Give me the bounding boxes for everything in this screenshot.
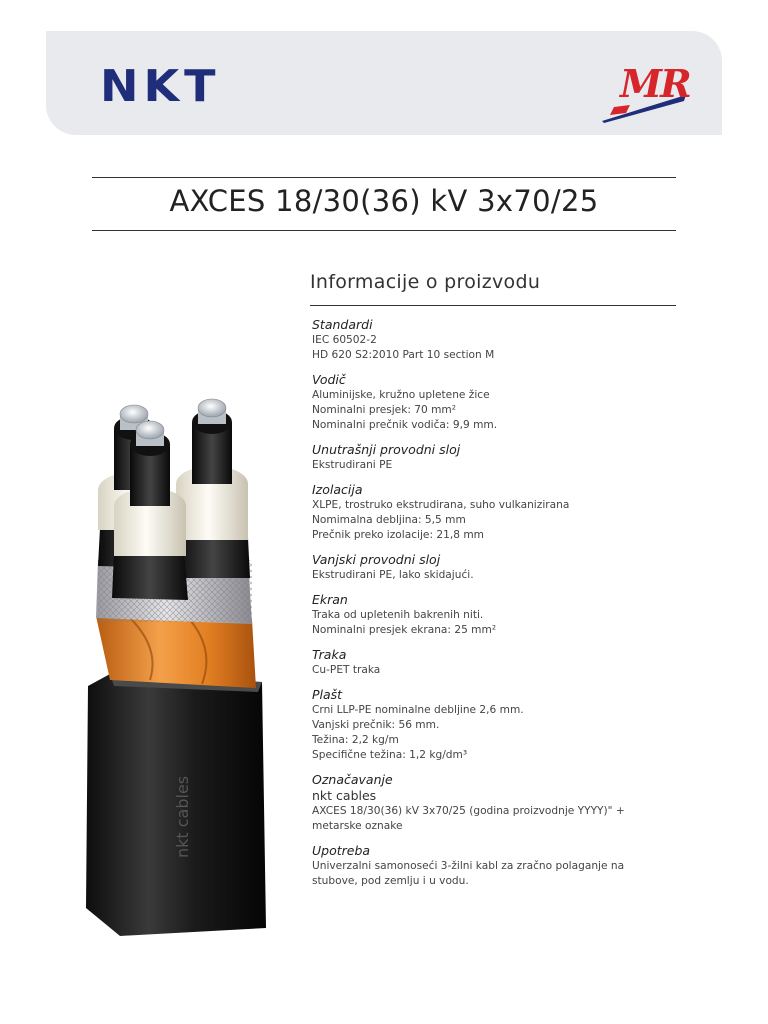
spec-line: XLPE, trostruko ekstrudirana, suho vulkanizirana (312, 499, 570, 511)
spec-line: nkt cables (312, 788, 377, 803)
spec-line: Crni LLP-PE nominalne debljine 2,6 mm. (312, 704, 524, 716)
spec-line: Cu-PET traka (312, 664, 381, 676)
spec-label: Upotreba (312, 843, 371, 858)
section-rule (310, 305, 676, 306)
spec-upotreba (312, 842, 692, 889)
spec-list (312, 316, 692, 897)
spec-label: Vodič (312, 372, 346, 387)
spec-line: Nomimalna debljina: 5,5 mm (312, 514, 466, 526)
spec-line: Ekstrudirani PE (312, 459, 393, 471)
nkt-logo-text: NKT (100, 60, 221, 112)
spec-line: Nominalni presjek ekrana: 25 mm² (312, 624, 497, 636)
cable-cross-section-image (80, 388, 285, 943)
spec-label: Unutrašnji provodni sloj (312, 442, 461, 457)
sheath-print-text: nkt cables (173, 775, 192, 858)
spec-ekran (312, 591, 692, 638)
spec-label: Plašt (312, 687, 343, 702)
cable-illustration (80, 388, 285, 943)
spec-line: HD 620 S2:2010 Part 10 section M (312, 349, 495, 361)
spec-label: Izolacija (312, 482, 363, 497)
spec-line: Prečnik preko izolacije: 21,8 mm (312, 529, 484, 541)
spec-line: Traka od upletenih bakrenih niti. (312, 609, 484, 621)
spec-label: Traka (312, 647, 347, 662)
spec-line: IEC 60502-2 (312, 334, 377, 346)
spec-standardi (312, 316, 692, 363)
spec-line: Ekstrudirani PE, lako skidajući. (312, 569, 474, 581)
spec-vodic (312, 371, 692, 433)
spec-label: Standardi (312, 317, 373, 332)
spec-label: Ekran (312, 592, 348, 607)
title-rule-bottom (92, 230, 676, 231)
spec-line: Specifične težina: 1,2 kg/dm³ (312, 749, 468, 761)
title-rule-top (92, 177, 676, 178)
spec-plast (312, 686, 692, 763)
spec-izolacija (312, 481, 692, 543)
spec-line: Nominalni presjek: 70 mm² (312, 404, 456, 416)
spec-line: stubove, pod zemlju i u vodu. (312, 875, 469, 887)
spec-line: metarske oznake (312, 820, 403, 832)
nkt-logo (100, 60, 274, 112)
spec-oznacavanje (312, 771, 692, 834)
spec-unutrasnji-sloj (312, 441, 692, 473)
mr-logo (600, 55, 690, 125)
spec-vanjski-sloj (312, 551, 692, 583)
page-title: AXCES 18/30(36) kV 3x70/25 (169, 184, 599, 218)
spec-line: Težina: 2,2 kg/m (312, 734, 399, 746)
spec-traka (312, 646, 692, 678)
spec-line: Nominalni prečnik vodiča: 9,9 mm. (312, 419, 498, 431)
header-band (46, 31, 722, 135)
spec-line: Aluminijske, kružno upletene žice (312, 389, 490, 401)
spec-label: Vanjski provodni sloj (312, 552, 441, 567)
spec-line: AXCES 18/30(36) kV 3x70/25 (godina proizvodnje YYYY)" + (312, 805, 625, 817)
spec-label: Označavanje (312, 772, 393, 787)
spec-line: Vanjski prečnik: 56 mm. (312, 719, 440, 731)
mr-logo-text: MR (620, 61, 690, 106)
spec-line: Univerzalni samonoseći 3-žilni kabl za zračno polaganje na (312, 860, 625, 872)
section-heading: Informacije o proizvodu (310, 271, 541, 293)
